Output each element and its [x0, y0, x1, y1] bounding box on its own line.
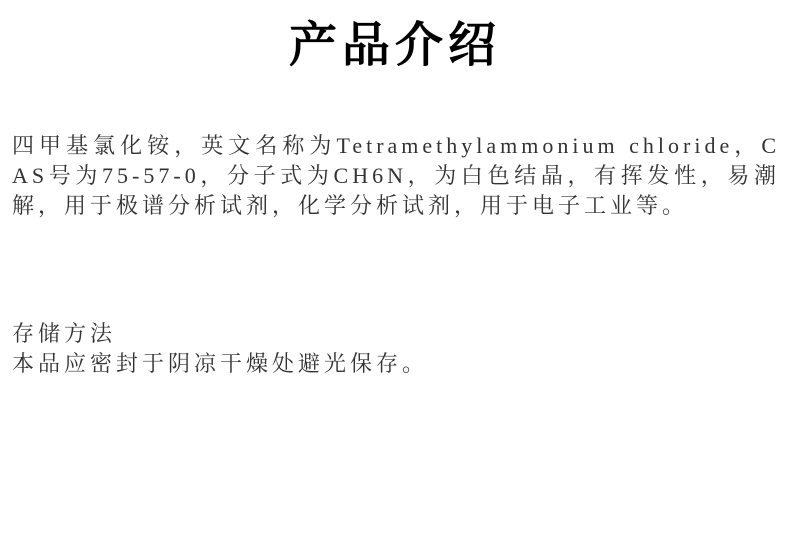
storage-section [12, 319, 780, 379]
storage-heading: 存储方法 [12, 321, 117, 346]
intro-paragraph: 四甲基氯化铵，英文名称为Tetramethylammonium chloride，CAS号为75-57-0，分子式为CH6N，为白色结晶，有挥发性，易潮解，用于极谱分析试剂，化学分析试剂，用于电子工业等。 [12, 133, 780, 218]
page-title: 产品介绍 [288, 19, 501, 72]
storage-text: 本品应密封于阴凉干燥处避光保存。 [12, 351, 429, 376]
